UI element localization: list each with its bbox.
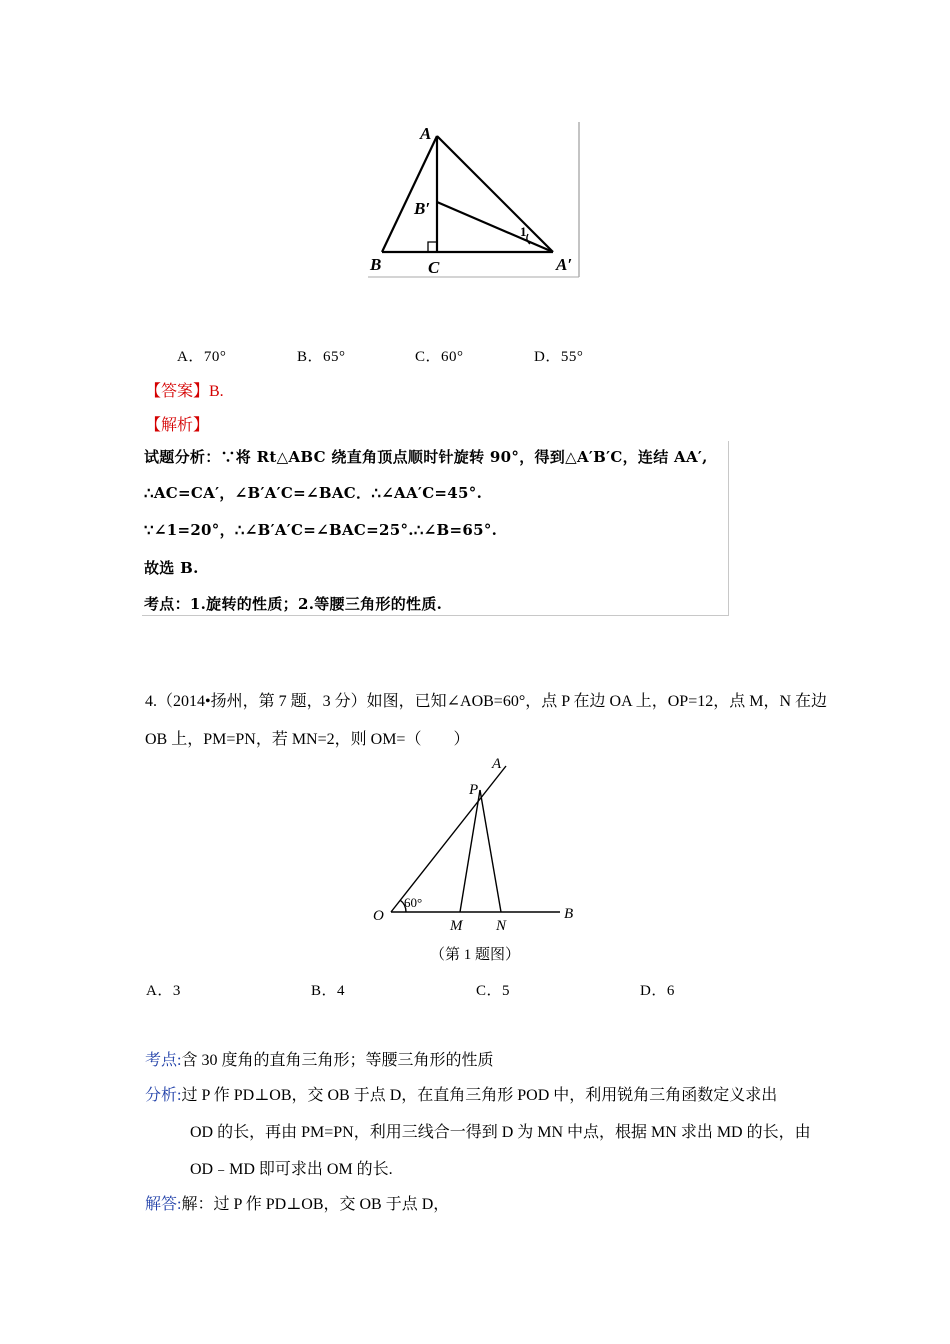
analysis-line-3: ∵∠1=20°，∴∠B′A′C=∠BAC=25°.∴∠B=65°. [144,521,498,539]
label-o: O [373,908,384,924]
label-angle-60: 60° [404,895,423,910]
label-p: P [469,782,479,798]
label-n: N [496,918,507,932]
label-a: A [492,756,502,772]
rotation-triangle-figure [368,122,580,278]
jieda-label: 解答: [145,1196,182,1213]
answer-label: 【答案】B. [145,383,224,400]
q4-option-d: D．6 [640,983,675,999]
analysis-heading: 【解析】 [145,417,210,434]
jieda-text: 解：过 P 作 PD⊥OB，交 OB 于点 D， [181,1196,450,1213]
q4-stem-line-2: OB 上，PM=PN，若 MN=2，则 OM=（ ） [145,731,470,748]
q4-option-a: A．3 [146,983,181,999]
fenxi-line-3: OD﹣MD 即可求出 OM 的长. [190,1161,393,1178]
analysis-line-5: 考点：1.旋转的性质；2.等腰三角形的性质. [144,595,443,613]
fenxi-line-1: 过 P 作 PD⊥OB，交 OB 于点 D，在直角三角形 POD 中，利用锐角三角函数定义求出 [181,1087,778,1104]
figure-caption: （第 1 题图） [429,947,520,963]
label-b: B [564,906,574,922]
analysis-box [142,441,729,616]
analysis-line-2: ∴AC=CA′，∠B′A′C=∠BAC．∴∠AA′C=45°. [144,484,483,502]
kaodian-label: 考点: [145,1052,182,1069]
label-angle-1: 1 [520,224,527,239]
label-a: A [420,124,432,143]
fenxi-line-2: OD 的长，再由 PM=PN，利用三线合一得到 D 为 MN 中点，根据 MN 求出 MD 的长，由 [190,1124,811,1141]
label-m: M [450,918,463,932]
analysis-line-4: 故选 B. [144,559,199,577]
label-a-prime: A′ [556,255,573,274]
label-c: C [428,258,440,277]
q4-option-c: C．5 [476,983,511,999]
segment-pn [480,790,501,912]
label-b-prime: B′ [414,199,431,218]
q4-option-b: B．4 [311,983,346,999]
jieda-row [145,1191,449,1214]
q3-option-a: A．70° [177,349,227,365]
kaodian-text: 含 30 度角的直角三角形；等腰三角形的性质 [181,1052,494,1069]
kaodian-row [145,1047,493,1070]
segment-pm [460,790,480,912]
q4-stem-line-1: 4.（2014•扬州，第 7 题，3 分）如图，已知∠AOB=60°，点 P 在边 OA 上，OP=12，点 M，N 在边 [145,693,828,710]
analysis-line-1: 试题分析：∵将 Rt△ABC 绕直角顶点顺时针旋转 90°，得到△A′B′C，连结 AA′, [144,448,708,466]
angle-aob-figure [368,752,580,932]
q3-option-d: D．55° [534,349,584,365]
label-b: B [370,255,382,274]
fenxi-row [145,1082,777,1105]
q3-option-c: C．60° [415,349,464,365]
q3-option-b: B．65° [297,349,346,365]
fenxi-label: 分析: [145,1087,182,1104]
